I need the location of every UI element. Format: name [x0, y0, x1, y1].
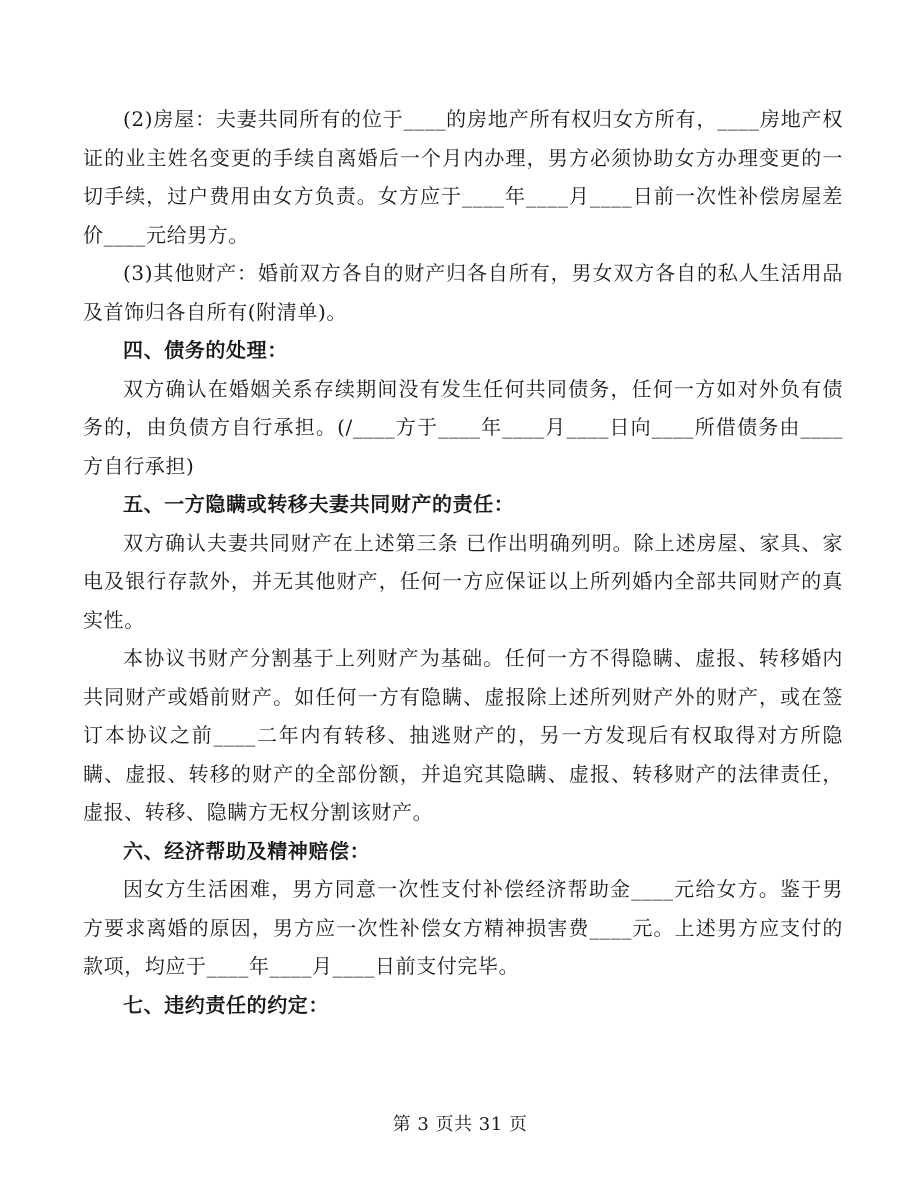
page-number-footer: 第 3 页共 31 页: [392, 1114, 528, 1135]
paragraph-confirmation: 双方确认夫妻共同财产在上述第三条 已作出明确列明。除上述房屋、家具、家电及银行存款外，并无其他财产，任何一方应保证以上所列婚内全部共同财产的真实性。: [83, 530, 843, 632]
paragraph-compensation: 因女方生活困难，男方同意一次性支付补偿经济帮助金____元给女方。鉴于男方要求离婚的原因，男方应一次性补偿女方精神损害费____元。上述男方应支付的款项，均应于____年____月____日前支付完毕。: [83, 877, 843, 978]
document-body: [83, 100, 843, 1024]
section-heading-concealment: 五、一方隐瞒或转移夫妻共同财产的责任：: [123, 492, 515, 516]
paragraph-other-property: (3)其他财产：婚前双方各自的财产归各自所有，男女双方各自的私人生活用品及首饰归各自所有(附清单)。: [83, 261, 843, 324]
section-heading-debts: 四、债务的处理：: [123, 338, 288, 362]
section-heading-breach: 七、违约责任的约定：: [123, 992, 329, 1017]
paragraph-division-basis: 本协议书财产分割基于上列财产为基础。任何一方不得隐瞒、虚报、转移婚内共同财产或婚前财产。如任何一方有隐瞒、虚报除上述所列财产外的财产，或在签订本协议之前____二年内有转移、抽逃财产的，另一方发现后有权取得对方所隐瞒、虚报、转移的财产的全部份额，并追究其隐瞒、虚报、转移财产的法律责任，虚报、转移、隐瞒方无权分割该财产。: [83, 646, 843, 824]
section-heading-compensation: 六、经济帮助及精神赔偿：: [123, 838, 371, 863]
paragraph-house: (2)房屋：夫妻共同所有的位于____的房地产所有权归女方所有，____房地产权证的业主姓名变更的手续自离婚后一个月内办理，男方必须协助女方办理变更的一切手续，过户费用由女方负责。女方应于____年____月____日前一次性补偿房屋差价____元给男方。: [83, 107, 843, 247]
paragraph-debts: 双方确认在婚姻关系存续期间没有发生任何共同债务，任何一方如对外负有债务的，由负债方自行承担。(/____方于____年____月____日向____所借债务由____方自行承担): [83, 376, 843, 478]
